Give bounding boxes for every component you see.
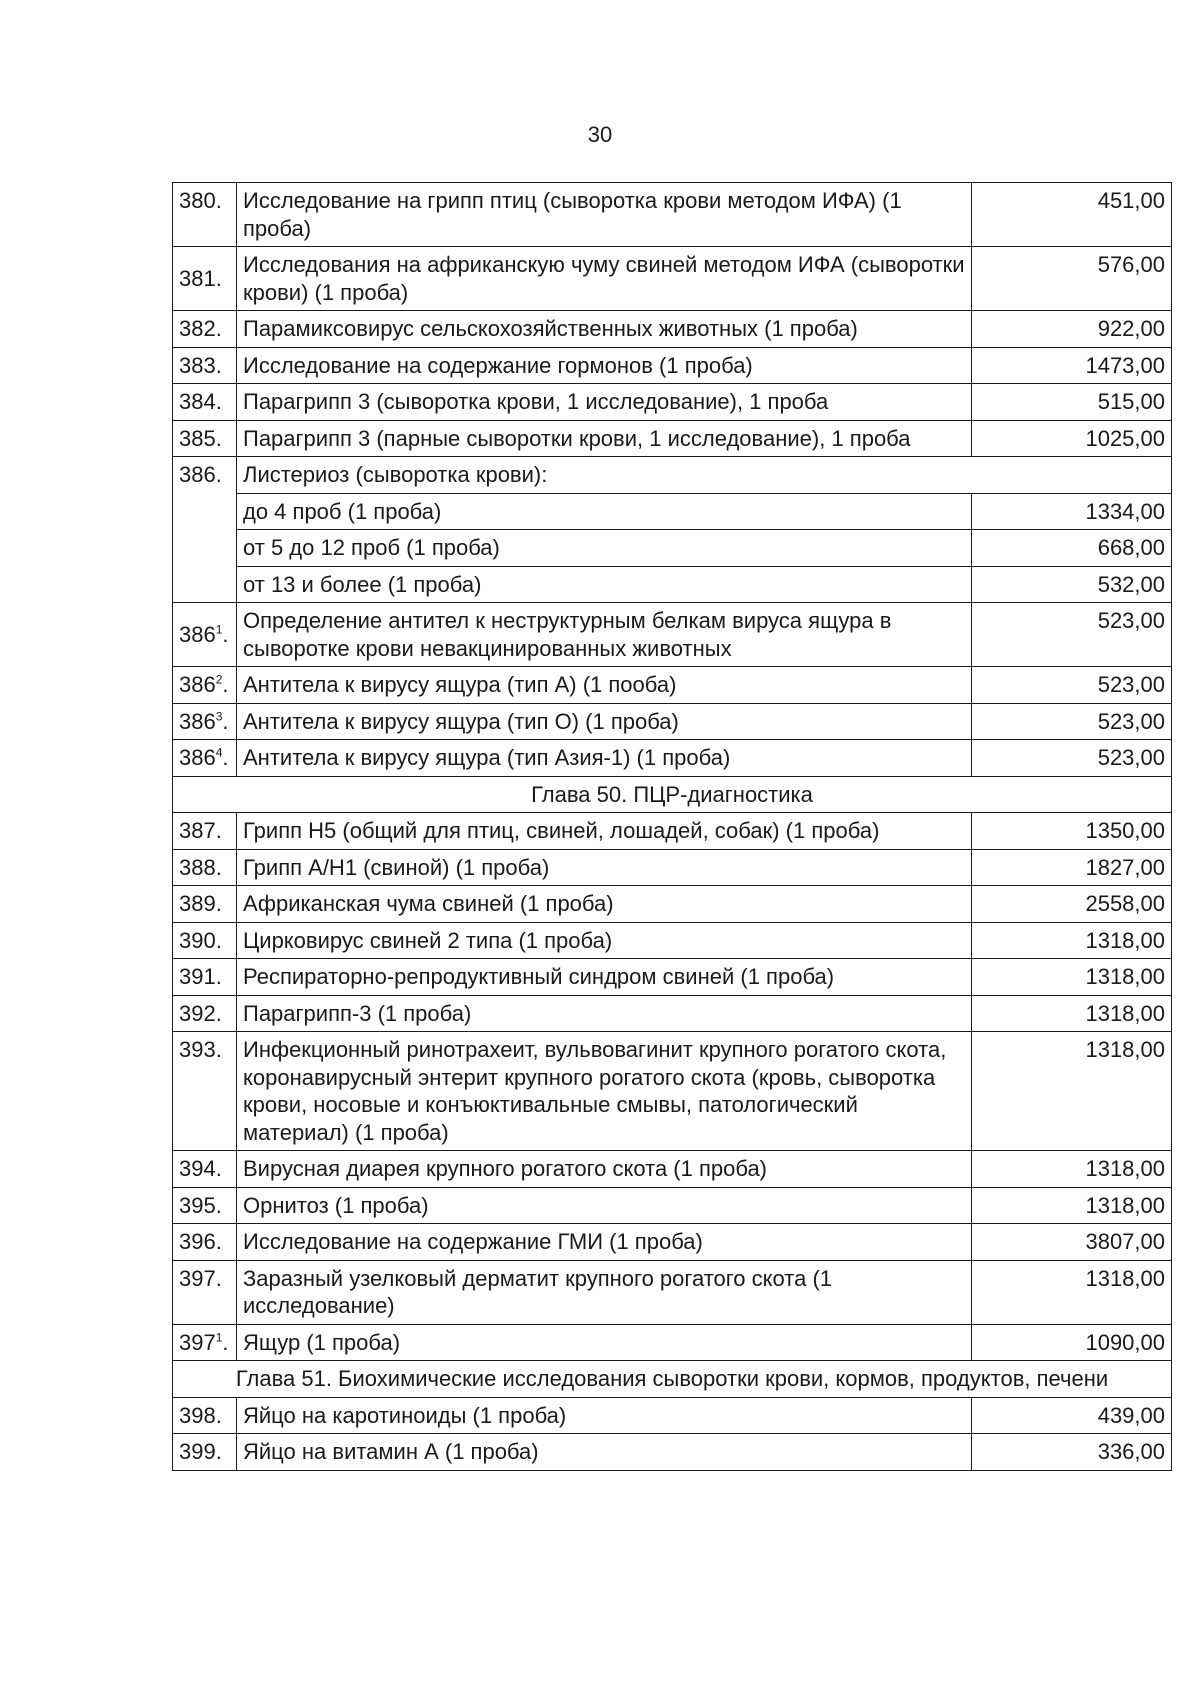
row-number: 395. [179, 1192, 222, 1218]
group-subitem-row [173, 530, 1172, 567]
row-number: 382. [179, 316, 222, 341]
table-row [173, 603, 1172, 667]
row-number-cell [173, 247, 237, 311]
row-number: 381. [179, 265, 222, 291]
table-row [173, 959, 1172, 996]
row-number-cell [173, 1434, 237, 1471]
row-number-superscript: 1 [215, 622, 223, 637]
table-row [173, 183, 1172, 247]
service-price: 1318,00 [972, 922, 1172, 959]
service-price: 2558,00 [972, 886, 1172, 923]
service-price: 451,00 [972, 183, 1172, 247]
row-number-cell [173, 813, 237, 850]
service-description: Респираторно-репродуктивный синдром свиней (1 проба) [237, 959, 972, 996]
table-row [173, 886, 1172, 923]
service-description: Заразный узелковый дерматит крупного рогатого скота (1 исследование) [237, 1260, 972, 1324]
subitem-price: 668,00 [972, 530, 1172, 567]
row-number-suffix: . [222, 708, 229, 734]
service-description: Определение антител к неструктурным белкам вируса ящура в сыворотке крови невакцинированных животных [237, 603, 972, 667]
service-price: 1025,00 [972, 420, 1172, 457]
service-description: Антитела к вирусу ящура (тип Азия-1) (1 проба) [237, 740, 972, 777]
row-number: 397. [179, 1265, 222, 1291]
chapter-title: Глава 50. ПЦР-диагностика [173, 776, 1172, 813]
service-price: 1827,00 [972, 849, 1172, 886]
service-price: 576,00 [972, 247, 1172, 311]
row-number-cell [173, 311, 237, 348]
table-row [173, 1032, 1172, 1151]
row-number: 389. [179, 891, 222, 916]
row-number-suffix: . [222, 745, 229, 770]
service-description: Грипп Н5 (общий для птиц, свиней, лошадей, собак) (1 проба) [237, 813, 972, 850]
row-number-cell [173, 1224, 237, 1261]
row-number-cell [173, 703, 237, 740]
row-number-suffix: . [222, 672, 229, 697]
subitem-price: 532,00 [972, 566, 1172, 603]
service-description: Яйцо на каротиноиды (1 проба) [237, 1397, 972, 1434]
table-row [173, 1224, 1172, 1261]
row-number-superscript: 1 [215, 1330, 223, 1345]
table-row [173, 849, 1172, 886]
row-number: 386 [179, 745, 216, 770]
group-description: Листериоз (сыворотка крови): [237, 457, 1172, 494]
service-price: 3807,00 [972, 1224, 1172, 1261]
row-number: 385. [179, 425, 222, 451]
row-number: 393. [179, 1037, 222, 1062]
table-row [173, 922, 1172, 959]
service-price: 336,00 [972, 1434, 1172, 1471]
row-number-cell [173, 922, 237, 959]
row-number-cell [173, 347, 237, 384]
row-number-cell [173, 995, 237, 1032]
row-number-superscript: 2 [215, 672, 223, 687]
row-number: 384. [179, 389, 222, 414]
service-description: Инфекционный ринотрахеит, вульвовагинит крупного рогатого скота, коронавирусный энтерит крупного рогатого скота (кровь, сыворотка крови, носовые и конъюктивальные смывы, патологический материал) (1 проба) [237, 1032, 972, 1151]
row-number: 380. [179, 188, 222, 213]
service-price: 1350,00 [972, 813, 1172, 850]
service-description: Грипп А/Н1 (свиной) (1 проба) [237, 849, 972, 886]
table-row [173, 347, 1172, 384]
row-number-cell [173, 603, 237, 667]
row-number-cell [173, 1260, 237, 1324]
table-row [173, 384, 1172, 421]
row-number: 398. [179, 1402, 222, 1428]
row-number: 397 [179, 1329, 216, 1355]
service-price: 1318,00 [972, 1187, 1172, 1224]
service-price: 1318,00 [972, 959, 1172, 996]
service-description: Африканская чума свиней (1 проба) [237, 886, 972, 923]
service-description: Яйцо на витамин А (1 проба) [237, 1434, 972, 1471]
table-row [173, 311, 1172, 348]
chapter-row [173, 1361, 1172, 1398]
service-price: 1318,00 [972, 1260, 1172, 1324]
row-number: 383. [179, 352, 222, 378]
service-description: Антитела к вирусу ящура (тип О) (1 проба) [237, 703, 972, 740]
chapter-row [173, 776, 1172, 813]
row-number-cell [173, 1151, 237, 1188]
group-subitem-row [173, 566, 1172, 603]
service-price: 439,00 [972, 1397, 1172, 1434]
table-row [173, 420, 1172, 457]
table-row [173, 1151, 1172, 1188]
row-number: 386 [179, 672, 216, 697]
row-number: 396. [179, 1229, 222, 1254]
table-row [173, 1260, 1172, 1324]
table-row [173, 995, 1172, 1032]
service-description: Орнитоз (1 проба) [237, 1187, 972, 1224]
table-row [173, 813, 1172, 850]
service-price: 523,00 [972, 703, 1172, 740]
service-description: Исследование на содержание гормонов (1 проба) [237, 347, 972, 384]
service-price: 523,00 [972, 740, 1172, 777]
service-price: 1318,00 [972, 1151, 1172, 1188]
subitem-description: до 4 проб (1 проба) [237, 493, 972, 530]
table-row [173, 703, 1172, 740]
table-row [173, 1397, 1172, 1434]
group-subitem-row [173, 493, 1172, 530]
subitem-description: от 13 и более (1 проба) [237, 566, 972, 603]
row-number-cell [173, 1324, 237, 1361]
table-row [173, 1434, 1172, 1471]
row-number-cell [173, 849, 237, 886]
row-number-superscript: 4 [215, 745, 223, 760]
service-description: Парагрипп 3 (парные сыворотки крови, 1 исследование), 1 проба [237, 420, 972, 457]
subitem-price: 1334,00 [972, 493, 1172, 530]
row-number: 399. [179, 1439, 222, 1464]
row-number-cell [173, 420, 237, 457]
price-table [172, 182, 1172, 1471]
row-number-cell [173, 183, 237, 247]
row-number: 392. [179, 1000, 222, 1026]
row-number: 391. [179, 964, 222, 989]
service-description: Антитела к вирусу ящура (тип А) (1 пооба) [237, 667, 972, 704]
row-number: 386. [179, 462, 222, 487]
table-row [173, 740, 1172, 777]
service-description: Парагрипп 3 (сыворотка крови, 1 исследование), 1 проба [237, 384, 972, 421]
service-description: Исследование на содержание ГМИ (1 проба) [237, 1224, 972, 1261]
service-price: 515,00 [972, 384, 1172, 421]
row-number-superscript: 3 [215, 709, 223, 724]
group-header-row [173, 457, 1172, 494]
service-price: 1090,00 [972, 1324, 1172, 1361]
service-description: Исследование на грипп птиц (сыворотка крови методом ИФА) (1 проба) [237, 183, 972, 247]
row-number-cell [173, 1397, 237, 1434]
row-number: 394. [179, 1156, 222, 1181]
row-number-cell [173, 667, 237, 704]
service-price: 1473,00 [972, 347, 1172, 384]
row-number-cell [173, 1032, 237, 1151]
page-number: 30 [587, 122, 613, 147]
service-description: Ящур (1 проба) [237, 1324, 972, 1361]
service-description: Парамиксовирус сельскохозяйственных животных (1 проба) [237, 311, 972, 348]
service-description: Вирусная диарея крупного рогатого скота (1 проба) [237, 1151, 972, 1188]
row-number-cell [173, 740, 237, 777]
row-number-cell [173, 959, 237, 996]
service-price: 1318,00 [972, 1032, 1172, 1151]
subitem-description: от 5 до 12 проб (1 проба) [237, 530, 972, 567]
row-number: 390. [179, 927, 222, 953]
table-row [173, 1324, 1172, 1361]
row-number-cell [173, 457, 237, 603]
chapter-title: Глава 51. Биохимические исследования сыворотки крови, кормов, продуктов, печени [173, 1361, 1172, 1398]
service-price: 1318,00 [972, 995, 1172, 1032]
row-number-cell [173, 384, 237, 421]
row-number: 386 [179, 708, 216, 734]
table-row [173, 667, 1172, 704]
service-description: Исследования на африканскую чуму свиней методом ИФА (сыворотки крови) (1 проба) [237, 247, 972, 311]
service-price: 922,00 [972, 311, 1172, 348]
row-number-suffix: . [222, 1329, 229, 1355]
table-row [173, 1187, 1172, 1224]
service-description: Цирковирус свиней 2 типа (1 проба) [237, 922, 972, 959]
row-number: 386 [179, 621, 216, 647]
service-price: 523,00 [972, 603, 1172, 667]
row-number-suffix: . [222, 621, 229, 647]
row-number: 388. [179, 854, 222, 880]
service-description: Парагрипп-3 (1 проба) [237, 995, 972, 1032]
row-number-cell [173, 886, 237, 923]
table-body [173, 183, 1172, 1471]
table-row [173, 247, 1172, 311]
row-number-cell [173, 1187, 237, 1224]
row-number: 387. [179, 818, 222, 843]
service-price: 523,00 [972, 667, 1172, 704]
